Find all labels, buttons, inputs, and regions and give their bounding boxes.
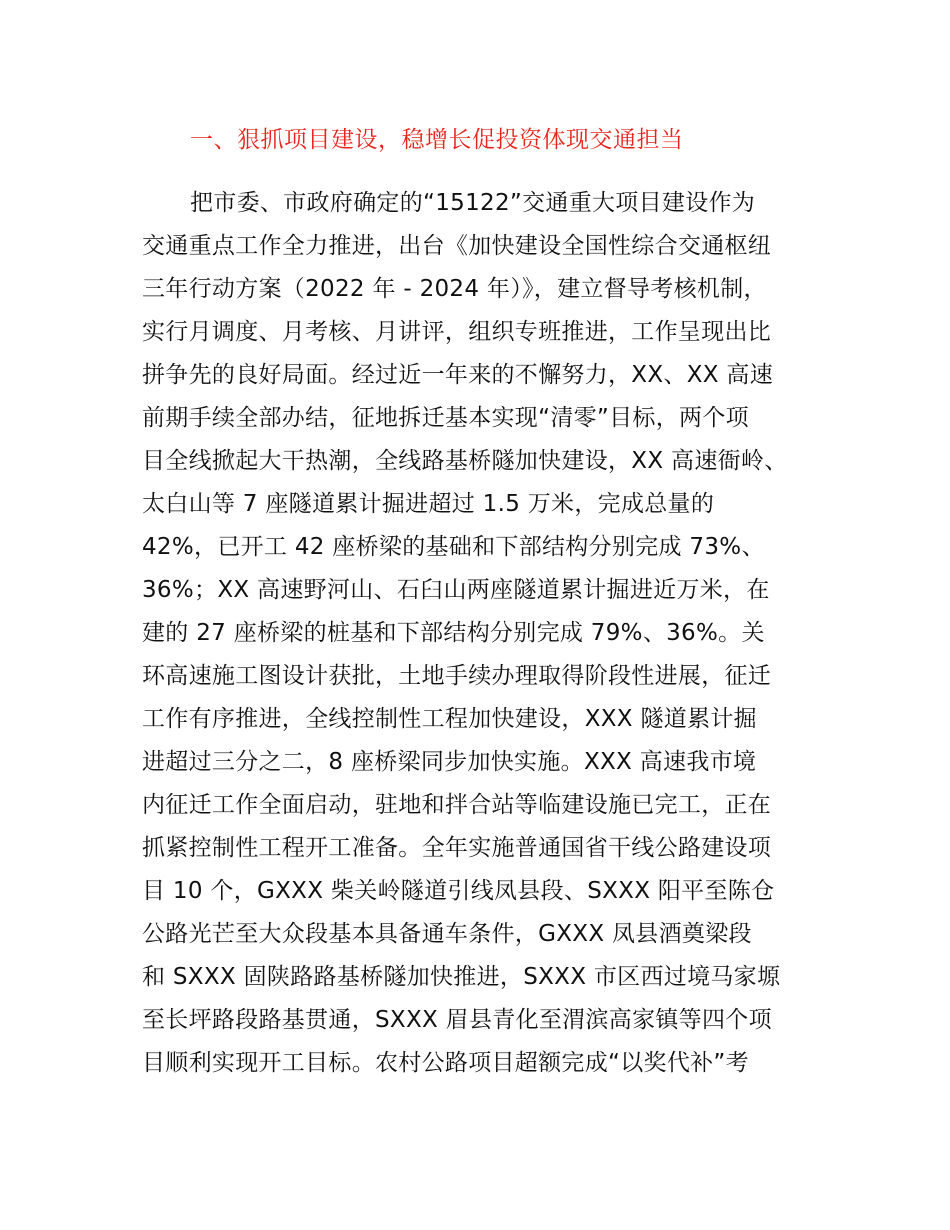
- paragraph-line: 前期手续全部办结，征地拆迁基本实现“清零”目标，两个项: [142, 405, 749, 431]
- paragraph-line: 目 10 个，GXXX 柴关岭隧道引线凤县段、SXXX 阳平至陈仓: [142, 878, 775, 904]
- paragraph-line: 和 SXXX 固陕路路基桥隧加快推进，SXXX 市区西过境马家塬: [142, 964, 781, 990]
- paragraph-line: 工作有序推进，全线控制性工程加快建设，XXX 隧道累计掘: [142, 706, 757, 732]
- paragraph-line: 目全线掀起大干热潮，全线路基桥隧加快建设，XX 高速衙岭、: [142, 448, 788, 474]
- paragraph-line: 把市委、市政府确定的“15122”交通重大项目建设作为: [190, 190, 756, 216]
- paragraph-line: 环高速施工图设计获批，土地手续办理取得阶段性进展，征迁: [142, 663, 772, 689]
- paragraph-line: 实行月调度、月考核、月讲评，组织专班推进，工作呈现出比: [142, 319, 772, 345]
- paragraph-line: 36%；XX 高速野河山、石臼山两座隧道累计掘进近万米，在: [142, 577, 770, 603]
- paragraph-line: 内征迁工作全面启动，驻地和拌合站等临建设施已完工，正在: [142, 792, 772, 818]
- paragraph-line: 拼争先的良好局面。经过近一年来的不懈努力，XX、XX 高速: [142, 362, 774, 388]
- paragraph-line: 进超过三分之二，8 座桥梁同步加快实施。XXX 高速我市境: [142, 749, 757, 775]
- paragraph-line: 建的 27 座桥梁的桩基和下部结构分别完成 79%、36%。关: [142, 620, 765, 646]
- paragraph-line: 三年行动方案（2022 年 - 2024 年）》，建立督导考核机制，: [142, 276, 767, 302]
- paragraph-line: 42%，已开工 42 座桥梁的基础和下部结构分别完成 73%、: [142, 534, 765, 560]
- paragraph-line: 至长坪路段路基贯通，SXXX 眉县青化至渭滨高家镇等四个项: [142, 1007, 772, 1033]
- paragraph-line: 抓紧控制性工程开工准备。全年实施普通国省干线公路建设项: [142, 835, 772, 861]
- section-heading: 一、狠抓项目建设，稳增长促投资体现交通担当: [190, 127, 684, 153]
- paragraph-line: 交通重点工作全力推进，出台《加快建设全国性综合交通枢纽: [142, 233, 772, 259]
- paragraph-line: 公路光芒至大众段基本具备通车条件，GXXX 凤县酒奠梁段: [142, 921, 752, 947]
- paragraph-line: 太白山等 7 座隧道累计掘进超过 1.5 万米，完成总量的: [142, 491, 715, 517]
- paragraph-line: 目顺利实现开工目标。农村公路项目超额完成“以奖代补”考: [142, 1050, 749, 1076]
- body-paragraph: [142, 183, 832, 1086]
